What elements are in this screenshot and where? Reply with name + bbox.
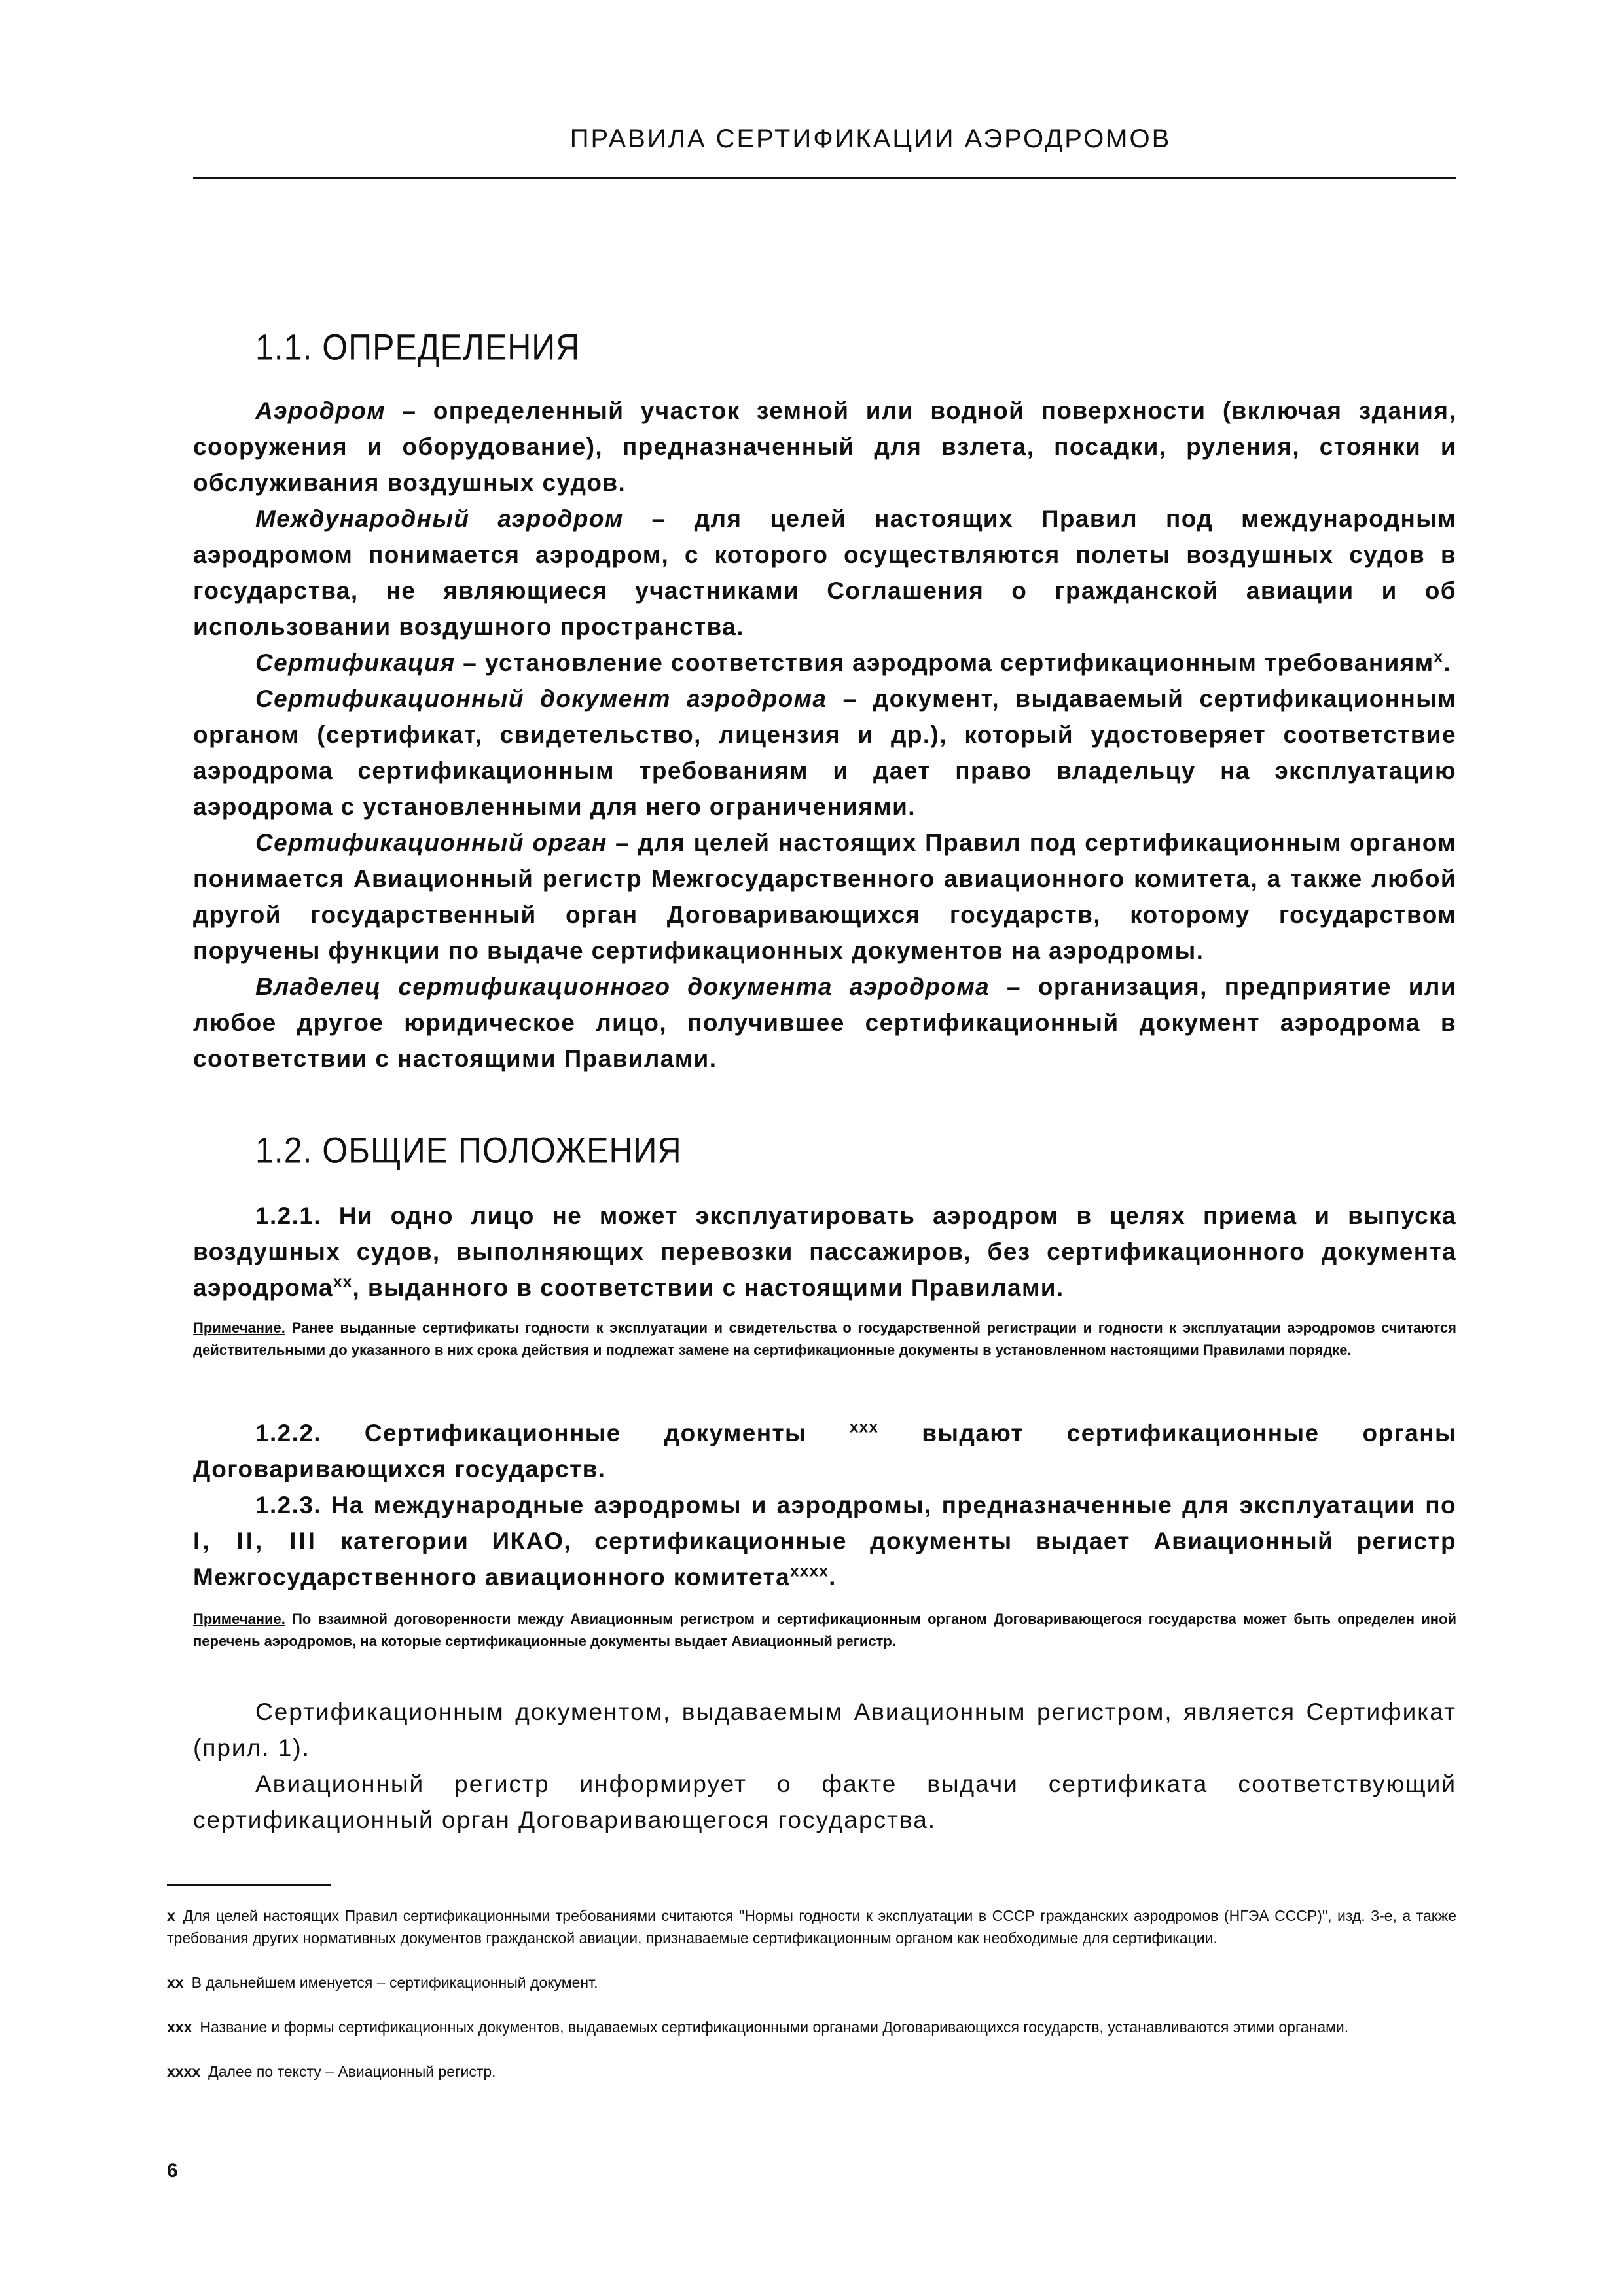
footnote-rule bbox=[167, 1884, 331, 1886]
definition-text: – организация, предприятие или любое другое юридическое лицо, получившее сертификационный документ аэродрома в соответствии с настоящими Правилами. bbox=[193, 973, 1456, 1072]
clause-text: категории ИКАО, сертификационные документы выдает Авиационный регистр Межгосударственного авиационного комитета bbox=[193, 1528, 1456, 1590]
footnote-mark: xx bbox=[167, 1974, 184, 1991]
definition-term: Владелец сертификационного документа аэродрома bbox=[255, 973, 990, 1000]
note-2 bbox=[193, 1608, 1456, 1653]
definition-paragraph bbox=[193, 825, 1456, 969]
footnote-mark: xxx bbox=[167, 2018, 192, 2036]
footnote-text: В дальнейшем именуется – сертификационный документ. bbox=[191, 1974, 598, 1991]
definition-paragraph bbox=[193, 393, 1456, 501]
header-rule bbox=[193, 177, 1456, 179]
definition-term: Сертификационный документ аэродрома bbox=[255, 685, 827, 712]
definition-text: – определенный участок земной или водной поверхности (включая здания, сооружения и оборудование), предназначенный для взлета, посадки, руления, стоянки и обслуживания воздушных судов. bbox=[193, 397, 1456, 496]
footnote-text: Далее по тексту – Авиационный регистр. bbox=[208, 2063, 496, 2080]
definition-text: – для целей настоящих Правил под сертификационным органом понимается Авиационный регистр Межгосударственного авиационного комитета, а также любой другой государственный орган Договаривающихся государств, которому государством поручены функции по выдаче сертификационных документов на аэродромы. bbox=[193, 829, 1456, 964]
icao-categories: I, II, III bbox=[193, 1528, 317, 1554]
clause-text: 1.2.2. Сертификационные документы bbox=[255, 1420, 807, 1446]
general-clauses-2-3 bbox=[193, 1415, 1456, 1595]
definition-paragraph bbox=[193, 645, 1456, 681]
definition-term: Сертификационный орган bbox=[255, 829, 607, 856]
clause-paragraph: Сертификационным документом, выдаваемым Авиационным регистром, является Сертификат (прил. 1). bbox=[193, 1698, 1456, 1761]
note-label: Примечание. bbox=[193, 1319, 285, 1336]
clause-text: 1.2.1. Ни одно лицо не может эксплуатировать аэродром в целях приема и выпуска воздушных судов, выполняющих перевозки пассажиров, без сертификационного документа аэродрома bbox=[193, 1202, 1456, 1301]
running-header: ПРАВИЛА СЕРТИФИКАЦИИ АЭРОДРОМОВ bbox=[569, 124, 1172, 153]
footnote-text: Для целей настоящих Правил сертификационными требованиями считаются "Нормы годности к эксплуатации в СССР гражданских аэродромов (НГЭА СССР)", изд. 3-е, а также требования других нормативных документов гражданской авиации, признаваемые сертификационным органом как необходимые для сертификации. bbox=[167, 1907, 1456, 1946]
definition-term: Сертификация bbox=[255, 649, 456, 676]
general-closing-paragraphs bbox=[193, 1694, 1456, 1838]
footnote bbox=[167, 1905, 1456, 1949]
definition-text: – документ, выдаваемый сертификационным органом (сертификат, свидетельство, лицензия и др.), который удостоверяет соответствие аэродрома сертификационным требованиям и дает право владельцу на эксплуатацию аэродрома с установленными для него ограничениями. bbox=[193, 685, 1456, 820]
definition-paragraph bbox=[193, 501, 1456, 645]
footnote-marker: xxx bbox=[850, 1418, 879, 1437]
footnote-mark: x bbox=[167, 1907, 175, 1924]
clause-paragraph bbox=[193, 1198, 1456, 1306]
clause-text: . bbox=[829, 1564, 837, 1590]
definitions-block bbox=[193, 393, 1456, 1077]
footnote-marker: x bbox=[1434, 648, 1444, 666]
note-1 bbox=[193, 1317, 1456, 1361]
clause-text: , выданного в соответствии с настоящими Правилами. bbox=[352, 1274, 1064, 1301]
footnote-text: Название и формы сертификационных документов, выдаваемых сертификационными органами Договаривающихся государств, устанавливаются этими органами. bbox=[200, 2018, 1349, 2036]
definition-tail: . bbox=[1443, 649, 1451, 676]
definition-text: – для целей настоящих Правил под международным аэродромом понимается аэродром, с которого осуществляются полеты воздушных судов в государства, не являющиеся участниками Соглашения о гражданской авиации и об использовании воздушного пространства. bbox=[193, 505, 1456, 640]
footnote-mark: xxxx bbox=[167, 2063, 201, 2080]
note-text: По взаимной договоренности между Авиационным регистром и сертификационным органом Договаривающегося государства может быть определен иной перечень аэродромов, на которые сертификационные документы выдает Авиационный регистр. bbox=[193, 1611, 1456, 1649]
definition-text: – установление соответствия аэродрома сертификационным требованиям bbox=[455, 649, 1434, 676]
note-text: Ранее выданные сертификаты годности к эксплуатации и свидетельства о государственной регистрации и годности к эксплуатации аэродромов считаются действительными до указанного в них срока действия и подлежат замене на сертификационные документы в установленном настоящими Правилами порядке. bbox=[193, 1319, 1456, 1358]
footnote-marker: xx bbox=[333, 1273, 353, 1291]
clause-text: 1.2.3. На международные аэродромы и аэродромы, предназначенные для эксплуатации по bbox=[255, 1492, 1456, 1518]
definition-term: Международный аэродром bbox=[255, 505, 624, 532]
clause-paragraph bbox=[193, 1415, 1456, 1487]
note-label: Примечание. bbox=[193, 1611, 285, 1627]
clause-paragraph: Авиационный регистр информирует о факте выдачи сертификата соответствующий сертификационный орган Договаривающегося государства. bbox=[193, 1770, 1456, 1833]
definition-paragraph bbox=[193, 681, 1456, 825]
section-title-general: 1.2. ОБЩИЕ ПОЛОЖЕНИЯ bbox=[255, 1130, 682, 1171]
footnotes bbox=[167, 1905, 1456, 2105]
footnote bbox=[167, 1971, 1456, 1994]
general-clause-1 bbox=[193, 1198, 1456, 1306]
definition-term: Аэродром bbox=[255, 397, 386, 424]
section-title-definitions: 1.1. ОПРЕДЕЛЕНИЯ bbox=[255, 327, 581, 368]
clause-paragraph bbox=[193, 1487, 1456, 1595]
definition-paragraph bbox=[193, 969, 1456, 1077]
page-number: 6 bbox=[167, 2160, 178, 2181]
footnote bbox=[167, 2016, 1456, 2038]
footnote-marker: xxxx bbox=[790, 1562, 829, 1581]
footnote bbox=[167, 2060, 1456, 2083]
clause-text: выдают сертификационные органы Договаривающихся государств. bbox=[193, 1420, 1456, 1482]
